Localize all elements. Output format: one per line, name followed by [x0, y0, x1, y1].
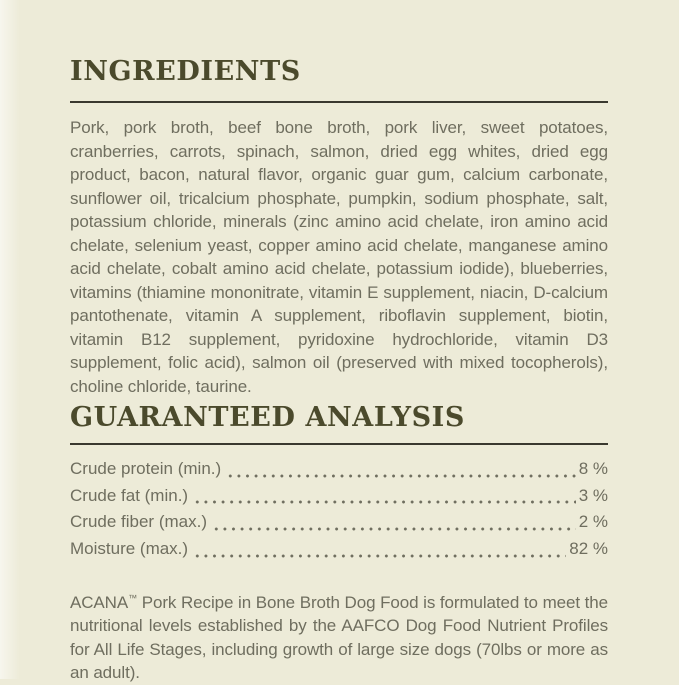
analysis-label: Crude protein (min.): [70, 459, 222, 478]
analysis-value: 82 %: [569, 539, 608, 559]
guaranteed-analysis-divider: [70, 443, 608, 445]
dotted-leader: [210, 509, 576, 536]
guaranteed-analysis-title: GUARANTEED ANALYSIS: [70, 402, 465, 433]
analysis-row-crude-fat: [70, 483, 608, 510]
aafco-statement-text: Pork Recipe in Bone Broth Dog Food is formulated to meet the nutritional levels established by the AAFCO Dog Food Nutrient Profiles for All Life Stages, including growth of large size dogs (70lbs or more as an adult).: [70, 592, 608, 683]
analysis-row-crude-fiber: [70, 509, 608, 536]
analysis-row-crude-protein: [70, 456, 608, 483]
analysis-value: 3 %: [578, 485, 608, 505]
analysis-label: Crude fat (min.): [70, 485, 189, 505]
dotted-leader: [191, 483, 576, 510]
aafco-statement: [70, 587, 608, 685]
ingredients-divider: [70, 101, 608, 103]
guaranteed-analysis-table: [70, 456, 608, 563]
analysis-label: Moisture (max.): [70, 539, 189, 559]
ingredients-title: INGREDIENTS: [70, 56, 301, 87]
dotted-leader: [224, 456, 576, 483]
analysis-value: 2 %: [578, 512, 608, 532]
analysis-value: 8 %: [578, 459, 608, 478]
ingredients-text: Pork, pork broth, beef bone broth, pork liver, sweet potatoes, cranberries, carrots, spinach, salmon, dried egg whites, dried egg product, bacon, natural flavor, organic guar gum, calcium carbonate, sunflower oil, tricalcium phosphate, pumpkin, sodium phosphate, salt, potassium chloride, minerals (zinc amino acid chelate, iron amino acid chelate, selenium yeast, copper amino acid chelate, manganese amino acid chelate, cobalt amino acid chelate, potassium iodide), blueberries, vitamins (thiamine mononitrate, vitamin E supplement, niacin, D-calcium pantothenate, vitamin A supplement, riboflavin supplement, biotin, vitamin B12 supplement, pyridoxine hydrochloride, vitamin D3 supplement, folic acid), salmon oil (preserved with mixed tocopherols), choline chloride, taurine.: [70, 118, 608, 396]
guaranteed-analysis-section: [70, 403, 608, 563]
dotted-leader: [191, 536, 566, 563]
trademark-symbol: ™: [128, 592, 138, 603]
analysis-label: Crude fiber (max.): [70, 512, 207, 532]
ingredients-section: [70, 57, 608, 398]
brand-name: ACANA: [70, 592, 129, 612]
analysis-row-moisture: [70, 536, 608, 563]
